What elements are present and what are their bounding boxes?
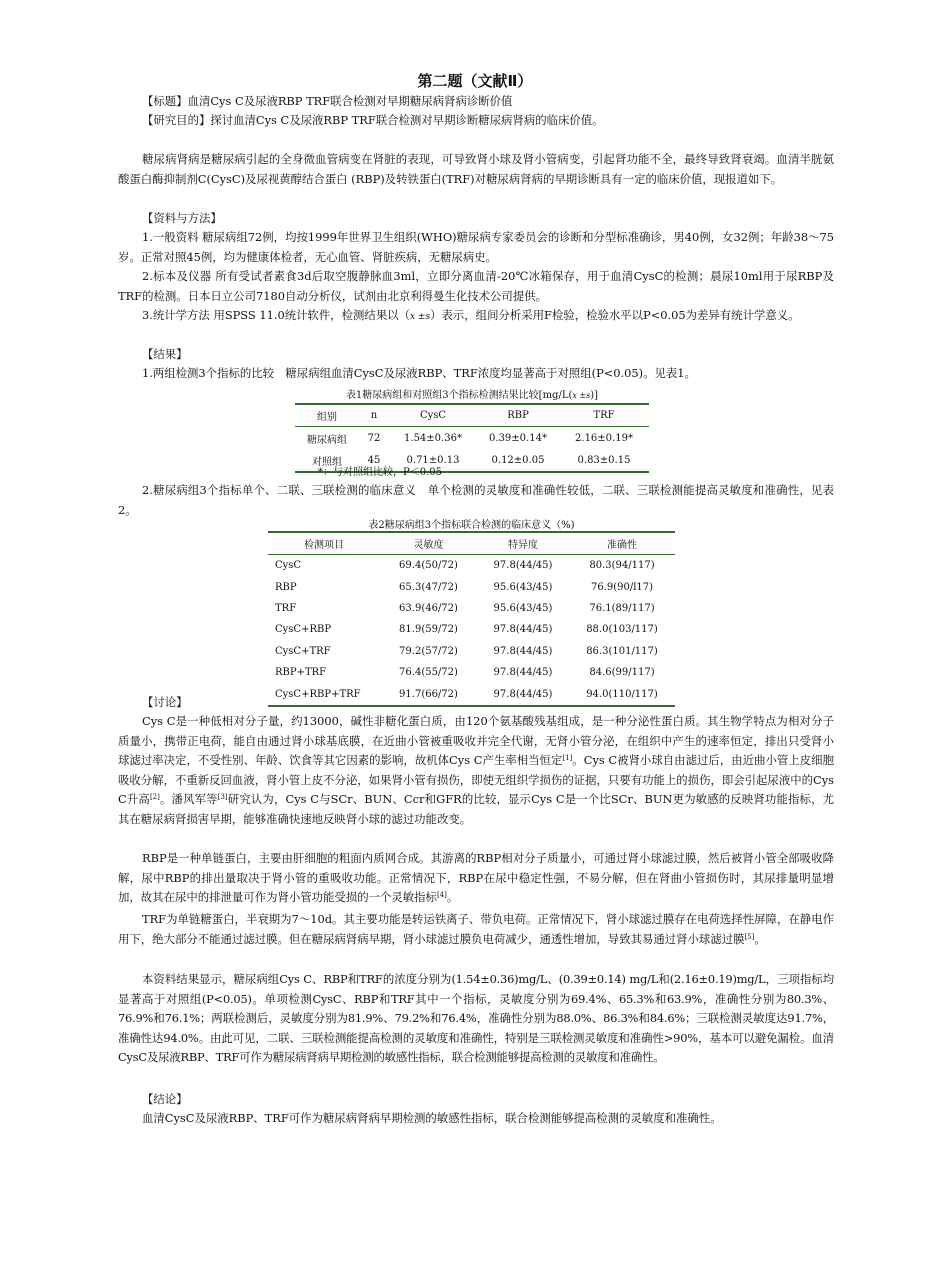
table-cell: 97.8(44/45) (493, 667, 553, 679)
title-line: 【标题】血清Cys C及尿液RBP TRF联合检测对早期糖尿病肾病诊断价值 (142, 94, 513, 108)
table-row (268, 662, 675, 683)
mean-sd-symbol: x ±s (410, 312, 431, 322)
table-cell: 94.0(110/117) (586, 688, 658, 700)
table-cell: 0.39±0.14* (489, 432, 547, 444)
table-row (268, 555, 675, 577)
methods-statistics (118, 306, 834, 328)
table-cell: 0.83±0.15 (577, 454, 631, 466)
table1-header: RBP (477, 404, 559, 427)
table-cell: RBP+TRF (275, 667, 327, 679)
table-cell: 2.16±0.19* (575, 432, 633, 444)
table-cell: 76.9(90/l17) (590, 581, 654, 593)
table-cell: TRF (275, 602, 297, 614)
methods-heading: 【资料与方法】 (142, 211, 222, 225)
discussion-cysc: Cys C是一种低相对分子量，约13000，碱性非糖化蛋白质，由120个氨基酸残基组成，是一种分泌性蛋白质。其生物学特点为相对分子质量小，携带正电荷，能自由通过肾小球基底膜，在近曲小管被重吸收并完全代谢，无肾小管分泌，在组织中产生的速率恒定，排出只受肾小球滤过率决定，不受性别、年龄、饮食等其它因素的影响，故机体Cys C产生率相当恒定[1]。Cys C被肾小球自由滤过后，由近曲小管上皮细胞吸收分解，不重新反回血液，肾小管上皮不分泌，如果肾小管有损伤，即使无组织学损伤的证据，只要有功能上的损伤，即会引起尿液中的Cys C升高[2]。潘风军等[3]研究认为，Cys C与SCr、BUN、Ccr和GFR的比较，显示Cys C是一个比SCr、BUN更为敏感的反映肾功能指标，尤其在糖尿病肾损害早期，能够准确快速地反映肾小球的滤过功能改变。 (118, 714, 834, 826)
table-cell: 91.7(66/72) (399, 688, 458, 700)
table-row (268, 619, 675, 640)
table2-header: 特异度 (477, 532, 569, 555)
table1-note: *：与对照组比较，P＜0.05 (318, 467, 442, 478)
table2 (268, 531, 675, 707)
citation-ref: [5] (744, 932, 755, 941)
citation-ref: [3] (217, 793, 228, 801)
table-row (268, 641, 675, 662)
table-cell: 69.4(50/72) (399, 560, 458, 572)
citation-ref: [1] (562, 754, 573, 762)
table1-caption: 表1糖尿病组和对照组3个指标检测结果比较[mg/L(x ±s)] (345, 390, 599, 401)
table-cell: 65.3(47/72) (399, 581, 458, 593)
table-cell: 45 (367, 454, 381, 466)
table-cell: 80.3(94/117) (589, 560, 655, 572)
table-cell: RBP (275, 581, 297, 593)
table-cell: 97.8(44/45) (493, 560, 553, 572)
discussion-results: 本资料结果显示，糖尿病组Cys C、RBP和TRF的浓度分别为(1.54±0.36)mg/L、(0.39±0.14) mg/L和(2.16±0.19)mg/L，三项指标均显著高于对照组(P<0.05)。单项检测CysC、RBP和TRF其中一个指标，灵敏度分别为69.4%、65.3%和63.9%，准确性分别为80.3%、76.9%和76.1%；两联检测后，灵敏度分别为81.9%、79.2%和76.4%，准确性分别为88.0%、86.3%和84.6%；三联检测灵敏度达91.7%，准确性达94.0%。由此可见，二联、三联检测能提高检测的灵敏度和准确性，特别是三联检测灵敏度和准确性>90%，基本可以避免漏检。血清CysC及尿液RBP、TRF可作为糖尿病肾病早期检测的敏感性指标，联合检测能够提高检测的灵敏度和准确性。 (118, 972, 834, 1064)
table1-header: 组别 (295, 404, 359, 427)
table1-header-row (295, 404, 649, 427)
table1-header: TRF (559, 404, 649, 427)
methods-specimen: 2.标本及仪器 所有受试者素食3d后取空腹静脉血3ml，立即分离血清-20℃冰箱保存，用于血清CysC的检测；晨尿10ml用于尿RBP及TRF的检测。日本日立公司7180自动分析仪，试剂由北京利得曼生化技术公司提供。 (118, 269, 834, 303)
table1-header: CysC (389, 404, 477, 427)
table-cell: 86.3(101/117) (586, 645, 658, 657)
table-cell: 0.71±0.13 (406, 454, 460, 466)
table-cell: 76.1(89/117) (589, 602, 655, 614)
table-cell: 72 (367, 432, 381, 444)
table-cell: 81.9(59/72) (399, 624, 458, 636)
intro-paragraph: 糖尿病肾病是糖尿病引起的全身微血管病变在肾脏的表现，可导致肾小球及肾小管病变，引起肾功能不全，最终导致肾衰竭。血清半胱氨酸蛋白酶抑制剂C(CysC)及尿视黄醇结合蛋白 (RBP)及转铁蛋白(TRF)对糖尿病肾病的早期诊断具有一定的临床价值，现报道如下。 (118, 152, 834, 186)
table-cell: CysC+TRF (275, 645, 331, 657)
table-cell: CysC (275, 560, 302, 572)
purpose-line: 【研究目的】探讨血清Cys C及尿液RBP TRF联合检测对早期诊断糖尿病肾病的临床价值。 (142, 113, 604, 127)
table-cell: 97.8(44/45) (493, 624, 553, 636)
table-cell: 1.54±0.36* (404, 432, 462, 444)
stat-text-b: ）表示，组间分析采用F检验，检验水平以P<0.05为差异有统计学意义。 (430, 308, 800, 322)
table-cell: CysC+RBP+TRF (275, 688, 361, 700)
stat-text-a: 3.统计学方法 用SPSS 11.0统计软件，检测结果以（ (142, 308, 410, 322)
methods-general: 1.一般资料 糖尿病组72例，均按1999年世界卫生组织(WHO)糖尿病专家委员会的诊断和分型标准确诊，男40例，女32例；年龄38～75岁。正常对照45例，均为健康体检者，无心血管、肾脏疾病，无糖尿病史。 (118, 230, 834, 264)
table-cell: 84.6(99/117) (589, 667, 655, 679)
table-row (295, 427, 649, 450)
results-heading: 【结果】 (142, 347, 188, 361)
citation-ref: [4] (436, 891, 447, 899)
table-cell: 79.2(57/72) (399, 645, 458, 657)
table-cell: 糖尿病组 (307, 434, 347, 446)
page-title: 第二题（文献Ⅱ） (417, 72, 533, 90)
table-cell: 97.8(44/45) (493, 645, 553, 657)
table-row (268, 598, 675, 619)
table-cell: 63.9(46/72) (399, 602, 458, 614)
table2-caption: 表2糖尿病组3个指标联合检测的临床意义（%) (368, 520, 575, 531)
discussion-rbp: RBP是一种单链蛋白，主要由肝细胞的粗面内质网合成。其游离的RBP相对分子质量小，可通过肾小球滤过膜，然后被肾小管全部吸收降解，尿中RBP的排出量取决于肾小管的重吸收功能。正常情况下，RBP在尿中稳定性强，不易分解，但在肾曲小管损伤时，其尿排量明显增加，故其在尿中的排泄量可作为肾小管功能受损的一个灵敏指标[4]。 (118, 851, 834, 904)
results-1: 1.两组检测3个指标的比较 糖尿病组血清CysC及尿液RBP、TRF浓度均显著高于对照组(P<0.05)。见表1。 (142, 366, 696, 380)
conclusion-text: 血清CysC及尿液RBP、TRF可作为糖尿病肾病早期检测的敏感性指标，联合检测能够提高检测的灵敏度和准确性。 (142, 1111, 722, 1125)
citation-ref: [2] (149, 793, 160, 801)
table-cell: 88.0(103/117) (586, 624, 658, 636)
table1-caption-symbol: x ±s (572, 391, 591, 400)
table-cell: 76.4(55/72) (399, 667, 458, 679)
table-cell: CysC+RBP (275, 624, 332, 636)
table-row (268, 576, 675, 597)
table-cell: 95.6(43/45) (493, 602, 553, 614)
table-cell: 95.6(43/45) (493, 581, 553, 593)
results-2: 2.糖尿病组3个指标单个、二联、三联检测的临床意义 单个检测的灵敏度和准确性较低，二联、三联检测能提高灵敏度和准确性，见表2。 (118, 483, 834, 517)
discussion-heading: 【讨论】 (142, 695, 188, 709)
table2-header: 检测项目 (268, 532, 380, 555)
conclusion-heading: 【结论】 (142, 1092, 188, 1106)
table2-header: 准确性 (569, 532, 675, 555)
table-cell: 97.8(44/45) (493, 688, 553, 700)
table2-header: 灵敏度 (380, 532, 477, 555)
discussion-trf: TRF为单链糖蛋白，半衰期为7～10d。其主要功能是转运铁离子、带负电荷。正常情况下，肾小球滤过膜存在电荷选择性屏障，在静电作用下，绝大部分不能通过滤过膜。但在糖尿病肾病早期，肾小球滤过膜负电荷减少，通透性增加，导致其易通过肾小球滤过膜[5]。 (118, 912, 834, 946)
table2-header-row (268, 532, 675, 555)
table1-header: n (359, 404, 389, 427)
table-cell: 0.12±0.05 (491, 454, 545, 466)
table-cell: 对照组 (312, 456, 342, 468)
